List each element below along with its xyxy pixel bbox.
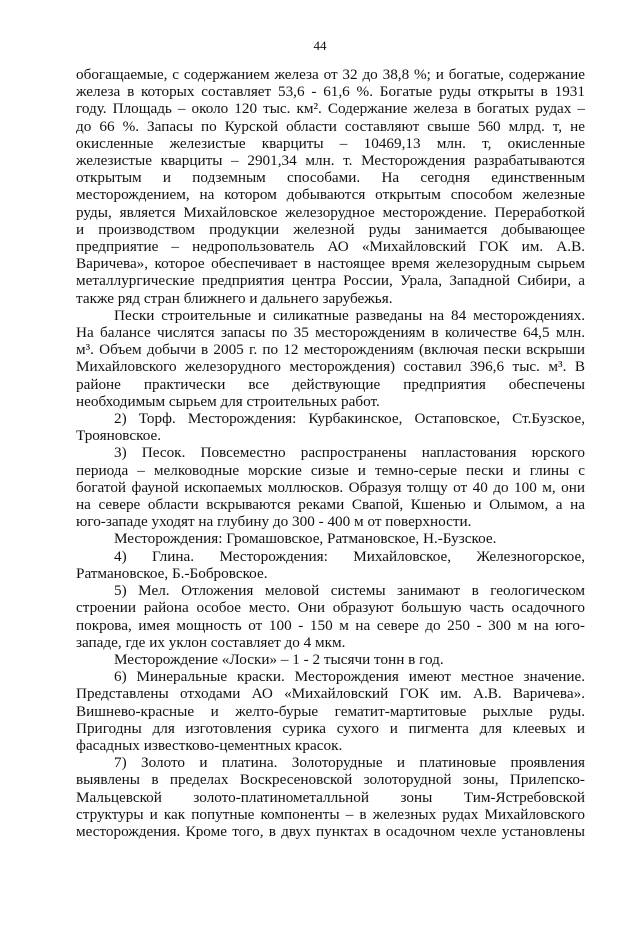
text-line: выявлены в пределах Воскресеновской золоторудной зоны, Прилепско- — [76, 771, 585, 789]
text-line: На балансе числятся запасы по 35 месторождениям в количестве 64,5 млн. — [76, 324, 585, 342]
text-line: месторождения. Кроме того, в двух пунктах в осадочном чехле установлены — [76, 822, 585, 840]
text-line: руды, является Михайловское железорудное месторождение. Переработкой — [76, 203, 585, 221]
text-line: периода – мелководные морские сизые и темно-серые пески и глины с — [76, 461, 585, 479]
text-line: Представлены отходами АО «Михайловский ГОК им. А.В. Варичева». — [76, 685, 585, 703]
text-line: железа в которых составляет 53,6 - 61,6 %. Богатые руды открыты в 1931 — [76, 83, 585, 101]
text-line: Михайловского железорудного месторождения) составил 396,6 тыс. м³. В — [76, 358, 585, 376]
text-line: Трояновское. — [76, 427, 162, 445]
text-line: году. Площадь – около 120 тыс. км². Содержание железа в богатых рудах – — [76, 100, 585, 118]
text-line: месторождением, на котором добываются открытым способом железные — [76, 186, 585, 204]
text-line: покрова, имея мощность от 100 - 150 м на севере до 250 - 300 м на юго- — [76, 616, 585, 634]
text-line: западе, где их уклон составляет до 4 мкм. — [76, 633, 346, 651]
text-line: строении района особое место. Они образуют большую часть осадочного — [76, 599, 585, 617]
text-line: м³. Объем добычи в 2005 г. по 12 месторождениям (включая пески вскрыши — [76, 341, 585, 359]
text-line: структуры и как попутные компоненты – в железных рудах Михайловского — [76, 805, 585, 823]
body-text — [76, 66, 585, 840]
text-line: обогащаемые, с содержанием железа от 32 до 38,8 %; и богатые, содержание — [76, 66, 585, 83]
text-line: Вишнево-красные и желто-бурые гематит-мартитовые рыхлые руды. — [76, 702, 585, 720]
text-line: фасадных известково-цементных красок. — [76, 736, 343, 754]
text-line: Варичева», которое обеспечивает в настоящее время железорудным сырьем — [76, 255, 585, 273]
text-line: 4) Глина. Месторождения: Михайловское, Железногорское, — [114, 547, 585, 565]
text-line: металлургические предприятия центра России, Урала, Западной Сибири, а — [76, 272, 585, 290]
text-line: районе практически все действующие предприятия обеспечены — [76, 375, 585, 393]
text-line: Месторождения: Громашовское, Ратмановское, Н.-Бузское. — [114, 530, 497, 548]
text-line: и производством продукции железной руды занимается добывающее — [76, 220, 585, 238]
text-line: Пригодны для изготовления сурика сухого и пигмента для клеевых и — [76, 719, 585, 737]
text-line: 3) Песок. Повсеместно распространены напластования юрского — [114, 444, 585, 462]
text-line: предприятие – недропользователь АО «Михайловский ГОК им. А.В. — [76, 238, 585, 256]
text-line: 6) Минеральные краски. Месторождения имеют местное значение. — [114, 668, 585, 686]
text-line: богатой фауной ископаемых моллюсков. Образуя толщу от 40 до 100 м, они — [76, 478, 585, 496]
text-line: 7) Золото и платина. Золоторудные и платиновые проявления — [114, 754, 585, 772]
text-line: юго-западе уходят на глубину до 300 - 400 м от поверхности. — [76, 513, 472, 531]
text-line: Мальцевской золото-платинометалльной зоны Тим-Ястребовской — [76, 788, 585, 806]
text-line: до 66 %. Запасы по Курской области составляют свыше 560 млрд. т, не — [76, 117, 585, 135]
text-line: окисленные железистые кварциты – 10469,13 млн. т, окисленные — [76, 134, 585, 152]
text-line: на севере области вскрываются реками Свапой, Кшенью и Олымом, а на — [76, 496, 585, 514]
text-line: также ряд стран ближнего и дальнего зарубежья. — [76, 289, 393, 307]
text-line: необходимым сырьем для строительных работ. — [76, 392, 380, 410]
text-line: открытым и подземным способами. На сегодня единственным — [76, 169, 585, 187]
text-line: Пески строительные и силикатные разведаны на 84 месторождениях. — [114, 306, 585, 324]
text-line: Месторождение «Лоски» – 1 - 2 тысячи тонн в год. — [114, 650, 444, 668]
text-line: 2) Торф. Месторождения: Курбакинское, Остаповское, Ст.Бузское, — [114, 410, 585, 428]
text-line: 5) Мел. Отложения меловой системы занимают в геологическом — [114, 582, 585, 600]
text-line: Ратмановское, Б.-Бобровское. — [76, 564, 268, 582]
page-number: 44 — [313, 38, 327, 53]
text-line: железистые кварциты – 2901,34 млн. т. Месторождения разрабатываются — [76, 152, 585, 170]
